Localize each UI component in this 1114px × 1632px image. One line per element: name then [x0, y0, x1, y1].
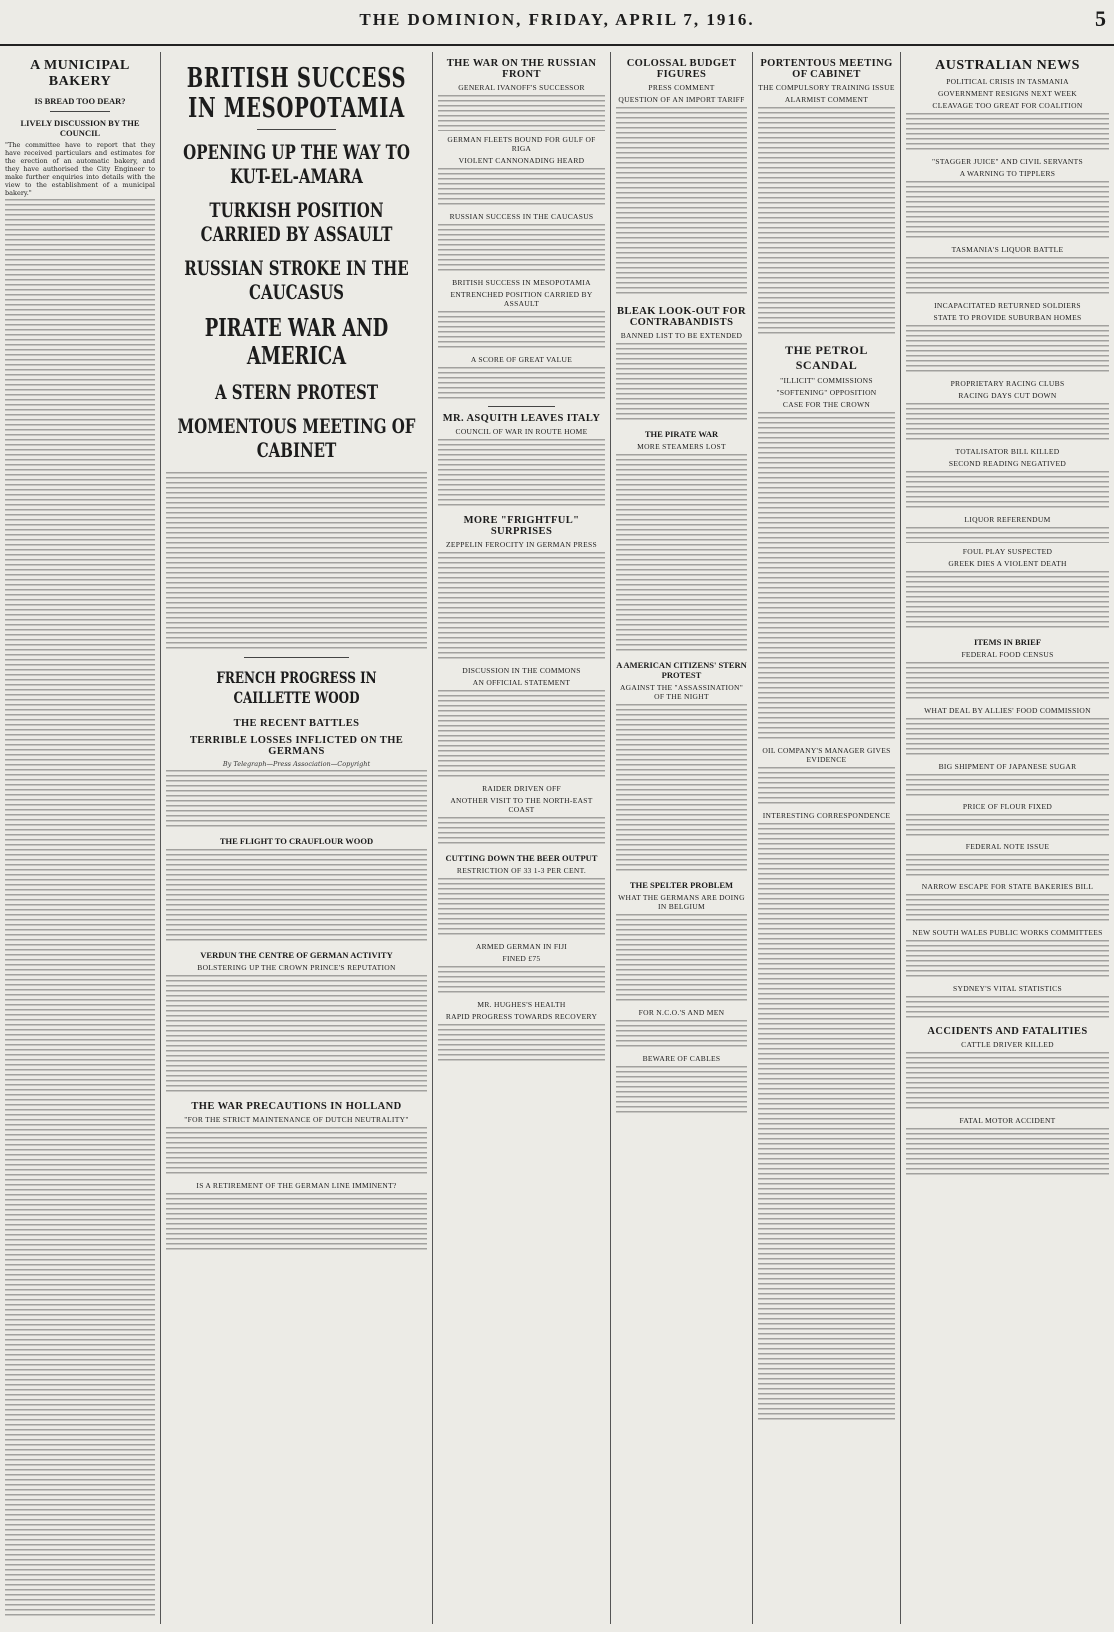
subheadline: AGAINST THE "ASSASSINATION" OF THE NIGHT — [619, 683, 744, 701]
article-body — [906, 113, 1109, 153]
article-body — [906, 181, 1109, 241]
headline: OPENING UP THE WAY TO KUT-EL-AMARA — [183, 140, 410, 188]
subheadline: ANOTHER VISIT TO THE NORTH-EAST COAST — [450, 796, 593, 814]
subheadline: ENTRENCHED POSITION CARRIED BY ASSAULT — [450, 290, 593, 308]
subheadline: IS A RETIREMENT OF THE GERMAN LINE IMMINENT? — [196, 1181, 397, 1190]
subheadline: FATAL MOTOR ACCIDENT — [959, 1116, 1056, 1125]
subheadline: RAPID PROGRESS TOWARDS RECOVERY — [445, 1012, 598, 1021]
subheadline: PRICE OF FLOUR FIXED — [962, 802, 1053, 811]
subheadline: GREEK DIES A VIOLENT DEATH — [948, 559, 1067, 568]
article-body — [438, 1024, 605, 1064]
subheadline: CLEAVAGE TOO GREAT FOR COALITION — [932, 101, 1083, 110]
headline: COLOSSAL BUDGET FIGURES — [626, 58, 737, 80]
subheadline: OIL COMPANY'S MANAGER GIVES EVIDENCE — [762, 746, 891, 764]
subheadline: RESTRICTION OF 33 1-3 PER CENT. — [456, 866, 587, 875]
masthead-title: THE DOMINION, FRIDAY, APRIL 7, 1916. — [359, 10, 755, 29]
subheadline: CATTLE DRIVER KILLED — [961, 1040, 1054, 1049]
article-body — [438, 311, 605, 351]
column-russian-front — [433, 52, 610, 1624]
subheadline: A SCORE OF GREAT VALUE — [470, 355, 573, 364]
article-body — [906, 774, 1109, 798]
article-body — [906, 325, 1109, 375]
headline: PIRATE WAR AND AMERICA — [204, 313, 389, 370]
article-body — [166, 1127, 427, 1177]
column-cabinet-petrol — [753, 52, 900, 1624]
subheadline: PRESS COMMENT — [648, 83, 715, 92]
subheadline: TOTALISATOR BILL KILLED — [955, 447, 1060, 456]
subheadline: FOR N.C.O.'S AND MEN — [638, 1008, 725, 1017]
subheadline: "ILLICIT" COMMISSIONS — [780, 376, 873, 385]
article-body — [906, 471, 1109, 511]
headline: TURKISH POSITION CARRIED BY ASSAULT — [200, 198, 393, 246]
article-body — [438, 690, 605, 780]
article-body — [758, 412, 895, 742]
article-body — [758, 767, 895, 807]
article-body — [616, 1066, 747, 1116]
subheadline: BIG SHIPMENT OF JAPANESE SUGAR — [938, 762, 1077, 771]
subheadline: LIVELY DISCUSSION BY THE COUNCIL — [20, 118, 140, 138]
subheadline: A WARNING TO TIPPLERS — [959, 169, 1056, 178]
headline: FRENCH PROGRESS IN CAILLETTE WOOD — [216, 668, 377, 707]
article-body — [166, 849, 427, 944]
subheadline: TASMANIA'S LIQUOR BATTLE — [951, 245, 1064, 254]
subheadline: FEDERAL FOOD CENSUS — [961, 650, 1054, 659]
headline: A STERN PROTEST — [214, 380, 379, 404]
headline: ACCIDENTS AND FATALITIES — [927, 1026, 1088, 1037]
headline: CUTTING DOWN THE BEER OUTPUT — [445, 853, 598, 863]
subheadline: GENERAL IVANOFF'S SUCCESSOR — [458, 83, 585, 92]
headline: AUSTRALIAN NEWS — [935, 58, 1080, 73]
subheadline: SYDNEY'S VITAL STATISTICS — [953, 984, 1062, 993]
subheadline: MR. HUGHES'S HEALTH — [477, 1000, 566, 1009]
subheadline: "FOR THE STRICT MAINTENANCE OF DUTCH NEUTRALITY" — [184, 1115, 409, 1124]
subheadline: QUESTION OF AN IMPORT TARIFF — [618, 95, 745, 104]
subheadline: AN OFFICIAL STATEMENT — [472, 678, 571, 687]
subheadline: MORE STEAMERS LOST — [637, 442, 726, 451]
subheadline: VERDUN THE CENTRE OF GERMAN ACTIVITY — [200, 950, 393, 960]
article-body — [438, 966, 605, 996]
article-body — [616, 914, 747, 1004]
headline: MR. ASQUITH LEAVES ITALY — [442, 413, 601, 424]
article-body — [616, 1020, 747, 1050]
headline: MORE "FRIGHTFUL" SURPRISES — [463, 515, 580, 537]
subheadline: GERMAN FLEETS BOUND FOR GULF OF RIGA — [447, 135, 596, 153]
subheadline: "SOFTENING" OPPOSITION — [776, 388, 877, 397]
subheadline: PROPRIETARY RACING CLUBS — [950, 379, 1065, 388]
subheadline: WHAT THE GERMANS ARE DOING IN BELGIUM — [618, 893, 745, 911]
subheadline: TERRIBLE LOSSES INFLICTED ON THE GERMANS — [189, 735, 404, 757]
article-body — [616, 454, 747, 654]
article-body — [906, 1128, 1109, 1178]
article-body — [758, 107, 895, 337]
article-body — [906, 1052, 1109, 1112]
subheadline: STATE TO PROVIDE SUBURBAN HOMES — [933, 313, 1082, 322]
article-body — [906, 718, 1109, 758]
article-body — [166, 472, 427, 652]
headline: THE PIRATE WAR — [644, 429, 719, 439]
subheadline: WHAT DEAL BY ALLIES' FOOD COMMISSION — [924, 706, 1091, 715]
column-budget-figures-top — [611, 52, 752, 302]
subheadline: ARMED GERMAN IN FIJI — [475, 942, 568, 951]
article-body — [906, 894, 1109, 924]
subheadline: BOLSTERING UP THE CROWN PRINCE'S REPUTATION — [197, 963, 396, 972]
headline: ITEMS IN BRIEF — [973, 637, 1042, 647]
subheadline: INCAPACITATED RETURNED SOLDIERS — [934, 301, 1081, 310]
article-body — [906, 996, 1109, 1020]
masthead — [0, 0, 1114, 46]
article-body — [906, 662, 1109, 702]
subheadline: COUNCIL OF WAR IN ROUTE HOME — [455, 427, 588, 436]
column-british-success — [161, 52, 432, 1624]
subheadline: ALARMIST COMMENT — [784, 95, 869, 104]
subheadline: RACING DAYS CUT DOWN — [958, 391, 1057, 400]
subheadline: IS BREAD TOO DEAR? — [34, 96, 126, 106]
article-body — [438, 224, 605, 274]
article-body — [166, 1193, 427, 1253]
subheadline: GOVERNMENT RESIGNS NEXT WEEK — [937, 89, 1078, 98]
byline: By Telegraph—Press Association—Copyright — [222, 760, 371, 768]
subheadline: "STAGGER JUICE" AND CIVIL SERVANTS — [932, 157, 1083, 166]
subheadline: FEDERAL NOTE ISSUE — [965, 842, 1050, 851]
subheadline: POLITICAL CRISIS IN TASMANIA — [946, 77, 1069, 86]
article-body — [616, 343, 747, 423]
headline: THE WAR ON THE RUSSIAN FRONT — [446, 58, 597, 80]
article-body — [438, 878, 605, 938]
subheadline: BANNED LIST TO BE EXTENDED — [620, 331, 743, 340]
column-municipal-bakery — [0, 52, 160, 1624]
article-body — [166, 975, 427, 1095]
headline: A MUNICIPAL BAKERY — [30, 58, 130, 89]
headline: PORTENTOUS MEETING OF CABINET — [760, 58, 893, 80]
subheadline: ZEPPELIN FEROCITY IN GERMAN PRESS — [446, 540, 597, 549]
subheadline: CASE FOR THE CROWN — [782, 400, 871, 409]
article-body — [616, 704, 747, 874]
subheadline: RUSSIAN SUCCESS IN THE CAUCASUS — [449, 212, 594, 221]
subheadline: THE FLIGHT TO CRAUFLOUR WOOD — [219, 836, 374, 846]
column-australian-news — [901, 52, 1114, 1624]
subheadline: VIOLENT CANNONADING HEARD — [458, 156, 585, 165]
subheadline: BRITISH SUCCESS IN MESOPOTAMIA — [452, 278, 591, 287]
subheadline: NARROW ESCAPE FOR STATE BAKERIES BILL — [921, 882, 1094, 891]
column-contrabandists — [611, 300, 752, 1624]
subheadline: THE COMPULSORY TRAINING ISSUE — [758, 83, 895, 92]
subheadline: THE RECENT BATTLES — [233, 718, 360, 729]
headline: MOMENTOUS MEETING OF CABINET — [177, 414, 416, 462]
article-lead: "The committee have to report that they have received particulars and estimates for the erection of an automatic bakery, and they have authorised the City Engineer to make further enquiries into details with the view to the establishment of a municipal bakery." — [5, 141, 155, 197]
subheadline: THE WAR PRECAUTIONS IN HOLLAND — [191, 1101, 402, 1112]
article-body — [438, 817, 605, 847]
article-body — [438, 439, 605, 509]
subheadline: DISCUSSION IN THE COMMONS — [462, 666, 581, 675]
headline: THE SPELTER PROBLEM — [629, 880, 734, 890]
article-body — [438, 552, 605, 662]
subheadline: FOUL PLAY SUSPECTED — [962, 547, 1053, 556]
subheadline: INTERESTING CORRESPONDENCE — [762, 811, 891, 820]
article-body — [906, 403, 1109, 443]
subheadline: SECOND READING NEGATIVED — [948, 459, 1067, 468]
article-body — [5, 199, 155, 1619]
article-body — [906, 527, 1109, 543]
article-body — [906, 571, 1109, 631]
page-number: 5 — [1095, 6, 1106, 31]
subheadline: NEW SOUTH WALES PUBLIC WORKS COMMITTEES — [912, 928, 1103, 937]
article-body — [166, 770, 427, 830]
article-body — [758, 823, 895, 1423]
headline: A AMERICAN CITIZENS' STERN PROTEST — [616, 660, 747, 680]
headline: THE PETROL SCANDAL — [785, 343, 868, 372]
article-body — [616, 107, 747, 297]
headline: BRITISH SUCCESS IN MESOPOTAMIA — [186, 63, 407, 124]
subheadline: FINED £75 — [502, 954, 541, 963]
subheadline: BEWARE OF CABLES — [642, 1054, 721, 1063]
subheadline: LIQUOR REFERENDUM — [964, 515, 1051, 524]
article-body — [906, 257, 1109, 297]
article-body — [438, 367, 605, 401]
article-body — [906, 814, 1109, 838]
headline: BLEAK LOOK-OUT FOR CONTRABANDISTS — [617, 306, 746, 328]
article-body — [438, 95, 605, 131]
article-body — [438, 168, 605, 208]
headline: RUSSIAN STROKE IN THE CAUCASUS — [184, 256, 409, 304]
article-body — [906, 940, 1109, 980]
subheadline: RAIDER DRIVEN OFF — [482, 784, 561, 793]
article-body — [906, 854, 1109, 878]
